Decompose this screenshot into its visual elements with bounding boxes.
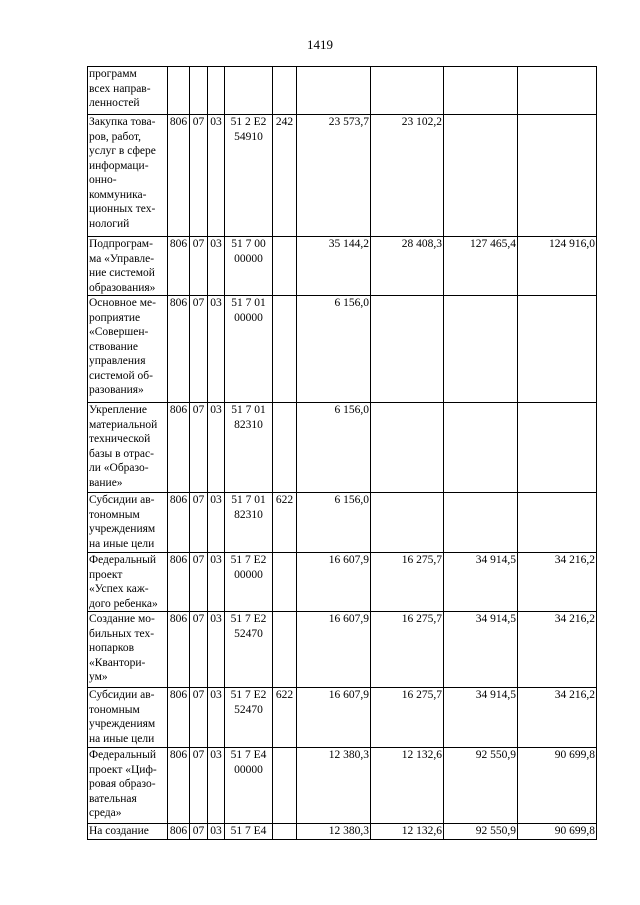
subsection-code: 03 (208, 493, 225, 553)
target-article-code-line: 00000 (234, 252, 263, 265)
target-article-code (225, 296, 273, 403)
amount-col-3: 92 550,9 (444, 748, 518, 824)
subsection-code: 03 (208, 115, 225, 237)
amount-col-2: 23 102,2 (371, 115, 444, 237)
row-name-line: тономным (89, 508, 140, 521)
row-name-line: информаци- (89, 159, 149, 172)
table-row (88, 612, 597, 688)
ved-code: 806 (168, 296, 190, 403)
target-article-code-line: 51 7 01 (231, 404, 266, 416)
row-name-line: разования» (89, 384, 144, 396)
row-name-line: ров, работ, (89, 130, 142, 143)
section-code: 07 (190, 612, 208, 688)
row-name (88, 688, 168, 748)
section-code: 07 (190, 296, 208, 403)
amount-col-2: 28 408,3 (371, 237, 444, 296)
ved-code: 806 (168, 688, 190, 748)
target-article-code-line: 82310 (234, 508, 263, 521)
page-number: 1419 (307, 37, 333, 52)
row-name (88, 115, 168, 237)
row-name-line: программ (89, 68, 137, 80)
expense-type-code: 242 (273, 115, 297, 237)
target-article-code-line: 51 7 E2 (230, 689, 267, 701)
target-article-code (225, 237, 273, 296)
table-row (88, 403, 597, 493)
amount-col-4: 34 216,2 (518, 688, 597, 748)
target-article-code-line: 51 7 E2 (230, 613, 267, 625)
amount-col-3: 34 914,5 (444, 688, 518, 748)
row-name-line: коммуника- (89, 188, 147, 201)
amount-col-4 (518, 296, 597, 403)
expense-type-code: 622 (273, 688, 297, 748)
amount-col-4 (518, 493, 597, 553)
expense-type-code: 622 (273, 493, 297, 553)
row-name-line: Подпрограм- (89, 238, 153, 250)
amount-col-1: 12 380,3 (297, 748, 371, 824)
amount-col-2: 16 275,7 (371, 688, 444, 748)
row-name-line: нопарков (89, 642, 135, 654)
amount-col-1: 6 156,0 (297, 493, 371, 553)
section-code: 07 (190, 403, 208, 493)
subsection-code: 03 (208, 824, 225, 840)
expense-type-code (273, 824, 297, 840)
subsection-code: 03 (208, 748, 225, 824)
expense-type-code (273, 403, 297, 493)
subsection-code: 03 (208, 403, 225, 493)
amount-col-2 (371, 67, 444, 115)
row-name-line: Субсидии ав- (89, 689, 155, 701)
row-name-line: Основное ме- (89, 297, 156, 309)
table-row (88, 296, 597, 403)
amount-col-3: 127 465,4 (444, 237, 518, 296)
amount-col-2: 12 132,6 (371, 748, 444, 824)
amount-col-1: 35 144,2 (297, 237, 371, 296)
target-article-code-line: 00000 (234, 568, 263, 581)
row-name-line: на иные цели (89, 732, 155, 745)
section-code: 07 (190, 237, 208, 296)
amount-col-4: 90 699,8 (518, 748, 597, 824)
target-article-code-line: 00000 (234, 311, 263, 324)
amount-col-3: 34 914,5 (444, 553, 518, 612)
expense-type-code (273, 553, 297, 612)
row-name-line: На создание (89, 825, 149, 837)
row-name-line: услуг в сфере (89, 145, 156, 157)
row-name-line: ние системой (89, 267, 155, 279)
target-article-code-line: 51 7 E4 (230, 825, 267, 837)
row-name-line: бильных тех- (89, 627, 155, 640)
row-name-line: Федеральный (89, 749, 156, 761)
amount-col-1: 23 573,7 (297, 115, 371, 237)
budget-table (87, 66, 597, 840)
target-article-code-line: 51 7 01 (231, 494, 266, 506)
amount-col-1: 6 156,0 (297, 296, 371, 403)
row-name-line: Субсидии ав- (89, 494, 155, 506)
table-row (88, 115, 597, 237)
target-article-code-line: 51 7 E2 (230, 554, 267, 566)
row-name-line: тономным (89, 703, 140, 716)
amount-col-1: 6 156,0 (297, 403, 371, 493)
subsection-code: 03 (208, 237, 225, 296)
target-article-code (225, 748, 273, 824)
row-name-line: образования» (89, 281, 156, 294)
target-article-code-line: 51 7 01 (231, 297, 266, 309)
target-article-code-line: 82310 (234, 418, 263, 431)
amount-col-2 (371, 296, 444, 403)
amount-col-3 (444, 67, 518, 115)
row-name (88, 296, 168, 403)
row-name-line: «Совершен- (89, 326, 149, 338)
row-name-line: ционных тех- (89, 203, 156, 215)
subsection-code: 03 (208, 688, 225, 748)
amount-col-3 (444, 493, 518, 553)
target-article-code-line: 51 7 E4 (230, 749, 267, 761)
row-name-line: «Успех каж- (89, 583, 149, 595)
amount-col-2 (371, 403, 444, 493)
ved-code: 806 (168, 115, 190, 237)
amount-col-4: 90 699,8 (518, 824, 597, 840)
row-name (88, 67, 168, 115)
row-name-line: проект «Циф- (89, 763, 157, 776)
amount-col-2: 16 275,7 (371, 612, 444, 688)
row-name-line: вание» (89, 476, 123, 489)
row-name-line: ма «Управле- (89, 252, 155, 265)
expense-type-code (273, 612, 297, 688)
target-article-code-line: 51 7 00 (231, 238, 266, 250)
target-article-code-line: 52470 (234, 627, 263, 640)
row-name-line: ли «Образо- (89, 462, 149, 474)
table-row (88, 824, 597, 840)
section-code: 07 (190, 824, 208, 840)
row-name-line: онно- (89, 174, 117, 186)
target-article-code (225, 688, 273, 748)
target-article-code (225, 115, 273, 237)
ved-code: 806 (168, 403, 190, 493)
target-article-code-line: 52470 (234, 703, 263, 716)
ved-code: 806 (168, 748, 190, 824)
row-name-line: ствование (89, 340, 139, 353)
row-name (88, 493, 168, 553)
row-name-line: системой об- (89, 369, 153, 382)
row-name-line: технической (89, 433, 151, 445)
amount-col-3: 34 914,5 (444, 612, 518, 688)
table-row (88, 748, 597, 824)
row-name-line: материальной (89, 418, 158, 431)
expense-type-code (273, 748, 297, 824)
amount-col-3: 92 550,9 (444, 824, 518, 840)
target-article-code-line: 54910 (234, 130, 263, 143)
subsection-code (208, 67, 225, 115)
row-name-line: среда» (89, 807, 122, 819)
target-article-code-line: 00000 (234, 763, 263, 776)
row-name-line: вательная (89, 792, 137, 805)
amount-col-4: 34 216,2 (518, 612, 597, 688)
amount-col-4 (518, 403, 597, 493)
section-code: 07 (190, 688, 208, 748)
row-name (88, 612, 168, 688)
ved-code: 806 (168, 493, 190, 553)
row-name (88, 553, 168, 612)
amount-col-1: 16 607,9 (297, 553, 371, 612)
amount-col-1: 12 380,3 (297, 824, 371, 840)
target-article-code-line: 51 2 E2 (230, 116, 267, 128)
row-name-line: учреждениям (89, 718, 156, 730)
expense-type-code (273, 67, 297, 115)
amount-col-1: 16 607,9 (297, 688, 371, 748)
amount-col-3 (444, 296, 518, 403)
table-row (88, 688, 597, 748)
row-name-line: дого ребенка» (89, 597, 158, 610)
target-article-code (225, 493, 273, 553)
subsection-code: 03 (208, 612, 225, 688)
ved-code: 806 (168, 612, 190, 688)
amount-col-1 (297, 67, 371, 115)
table-body (88, 67, 597, 840)
row-name-line: ум» (89, 671, 108, 683)
section-code: 07 (190, 748, 208, 824)
section-code: 07 (190, 553, 208, 612)
table-row (88, 553, 597, 612)
table-row (88, 237, 597, 296)
row-name-line: всех направ- (89, 82, 151, 95)
amount-col-4 (518, 115, 597, 237)
target-article-code (225, 824, 273, 840)
amount-col-3 (444, 403, 518, 493)
ved-code: 806 (168, 553, 190, 612)
expense-type-code (273, 237, 297, 296)
row-name-line: Укрепление (89, 404, 147, 416)
amount-col-1: 16 607,9 (297, 612, 371, 688)
table-row (88, 67, 597, 115)
row-name-line: базы в отрас- (89, 447, 154, 460)
target-article-code (225, 403, 273, 493)
row-name (88, 237, 168, 296)
target-article-code (225, 553, 273, 612)
row-name-line: Закупка това- (89, 116, 156, 128)
amount-col-4: 124 916,0 (518, 237, 597, 296)
section-code (190, 67, 208, 115)
amount-col-3 (444, 115, 518, 237)
amount-col-4 (518, 67, 597, 115)
row-name-line: учреждениям (89, 523, 156, 535)
section-code: 07 (190, 493, 208, 553)
row-name (88, 824, 168, 840)
subsection-code: 03 (208, 553, 225, 612)
amount-col-2: 16 275,7 (371, 553, 444, 612)
row-name-line: нологий (89, 217, 130, 230)
ved-code: 806 (168, 824, 190, 840)
row-name-line: Создание мо- (89, 613, 155, 625)
row-name (88, 403, 168, 493)
row-name-line: ровая образо- (89, 778, 156, 790)
row-name-line: роприятие (89, 311, 141, 324)
row-name-line: Федеральный (89, 554, 156, 566)
row-name-line: «Квантори- (89, 656, 146, 669)
amount-col-4: 34 216,2 (518, 553, 597, 612)
row-name (88, 748, 168, 824)
target-article-code (225, 612, 273, 688)
target-article-code (225, 67, 273, 115)
table-row (88, 493, 597, 553)
row-name-line: управления (89, 355, 146, 367)
expense-type-code (273, 296, 297, 403)
amount-col-2 (371, 493, 444, 553)
ved-code (168, 67, 190, 115)
row-name-line: ленностей (89, 97, 140, 109)
section-code: 07 (190, 115, 208, 237)
amount-col-2: 12 132,6 (371, 824, 444, 840)
row-name-line: на иные цели (89, 537, 155, 550)
subsection-code: 03 (208, 296, 225, 403)
row-name-line: проект (89, 568, 123, 581)
ved-code: 806 (168, 237, 190, 296)
